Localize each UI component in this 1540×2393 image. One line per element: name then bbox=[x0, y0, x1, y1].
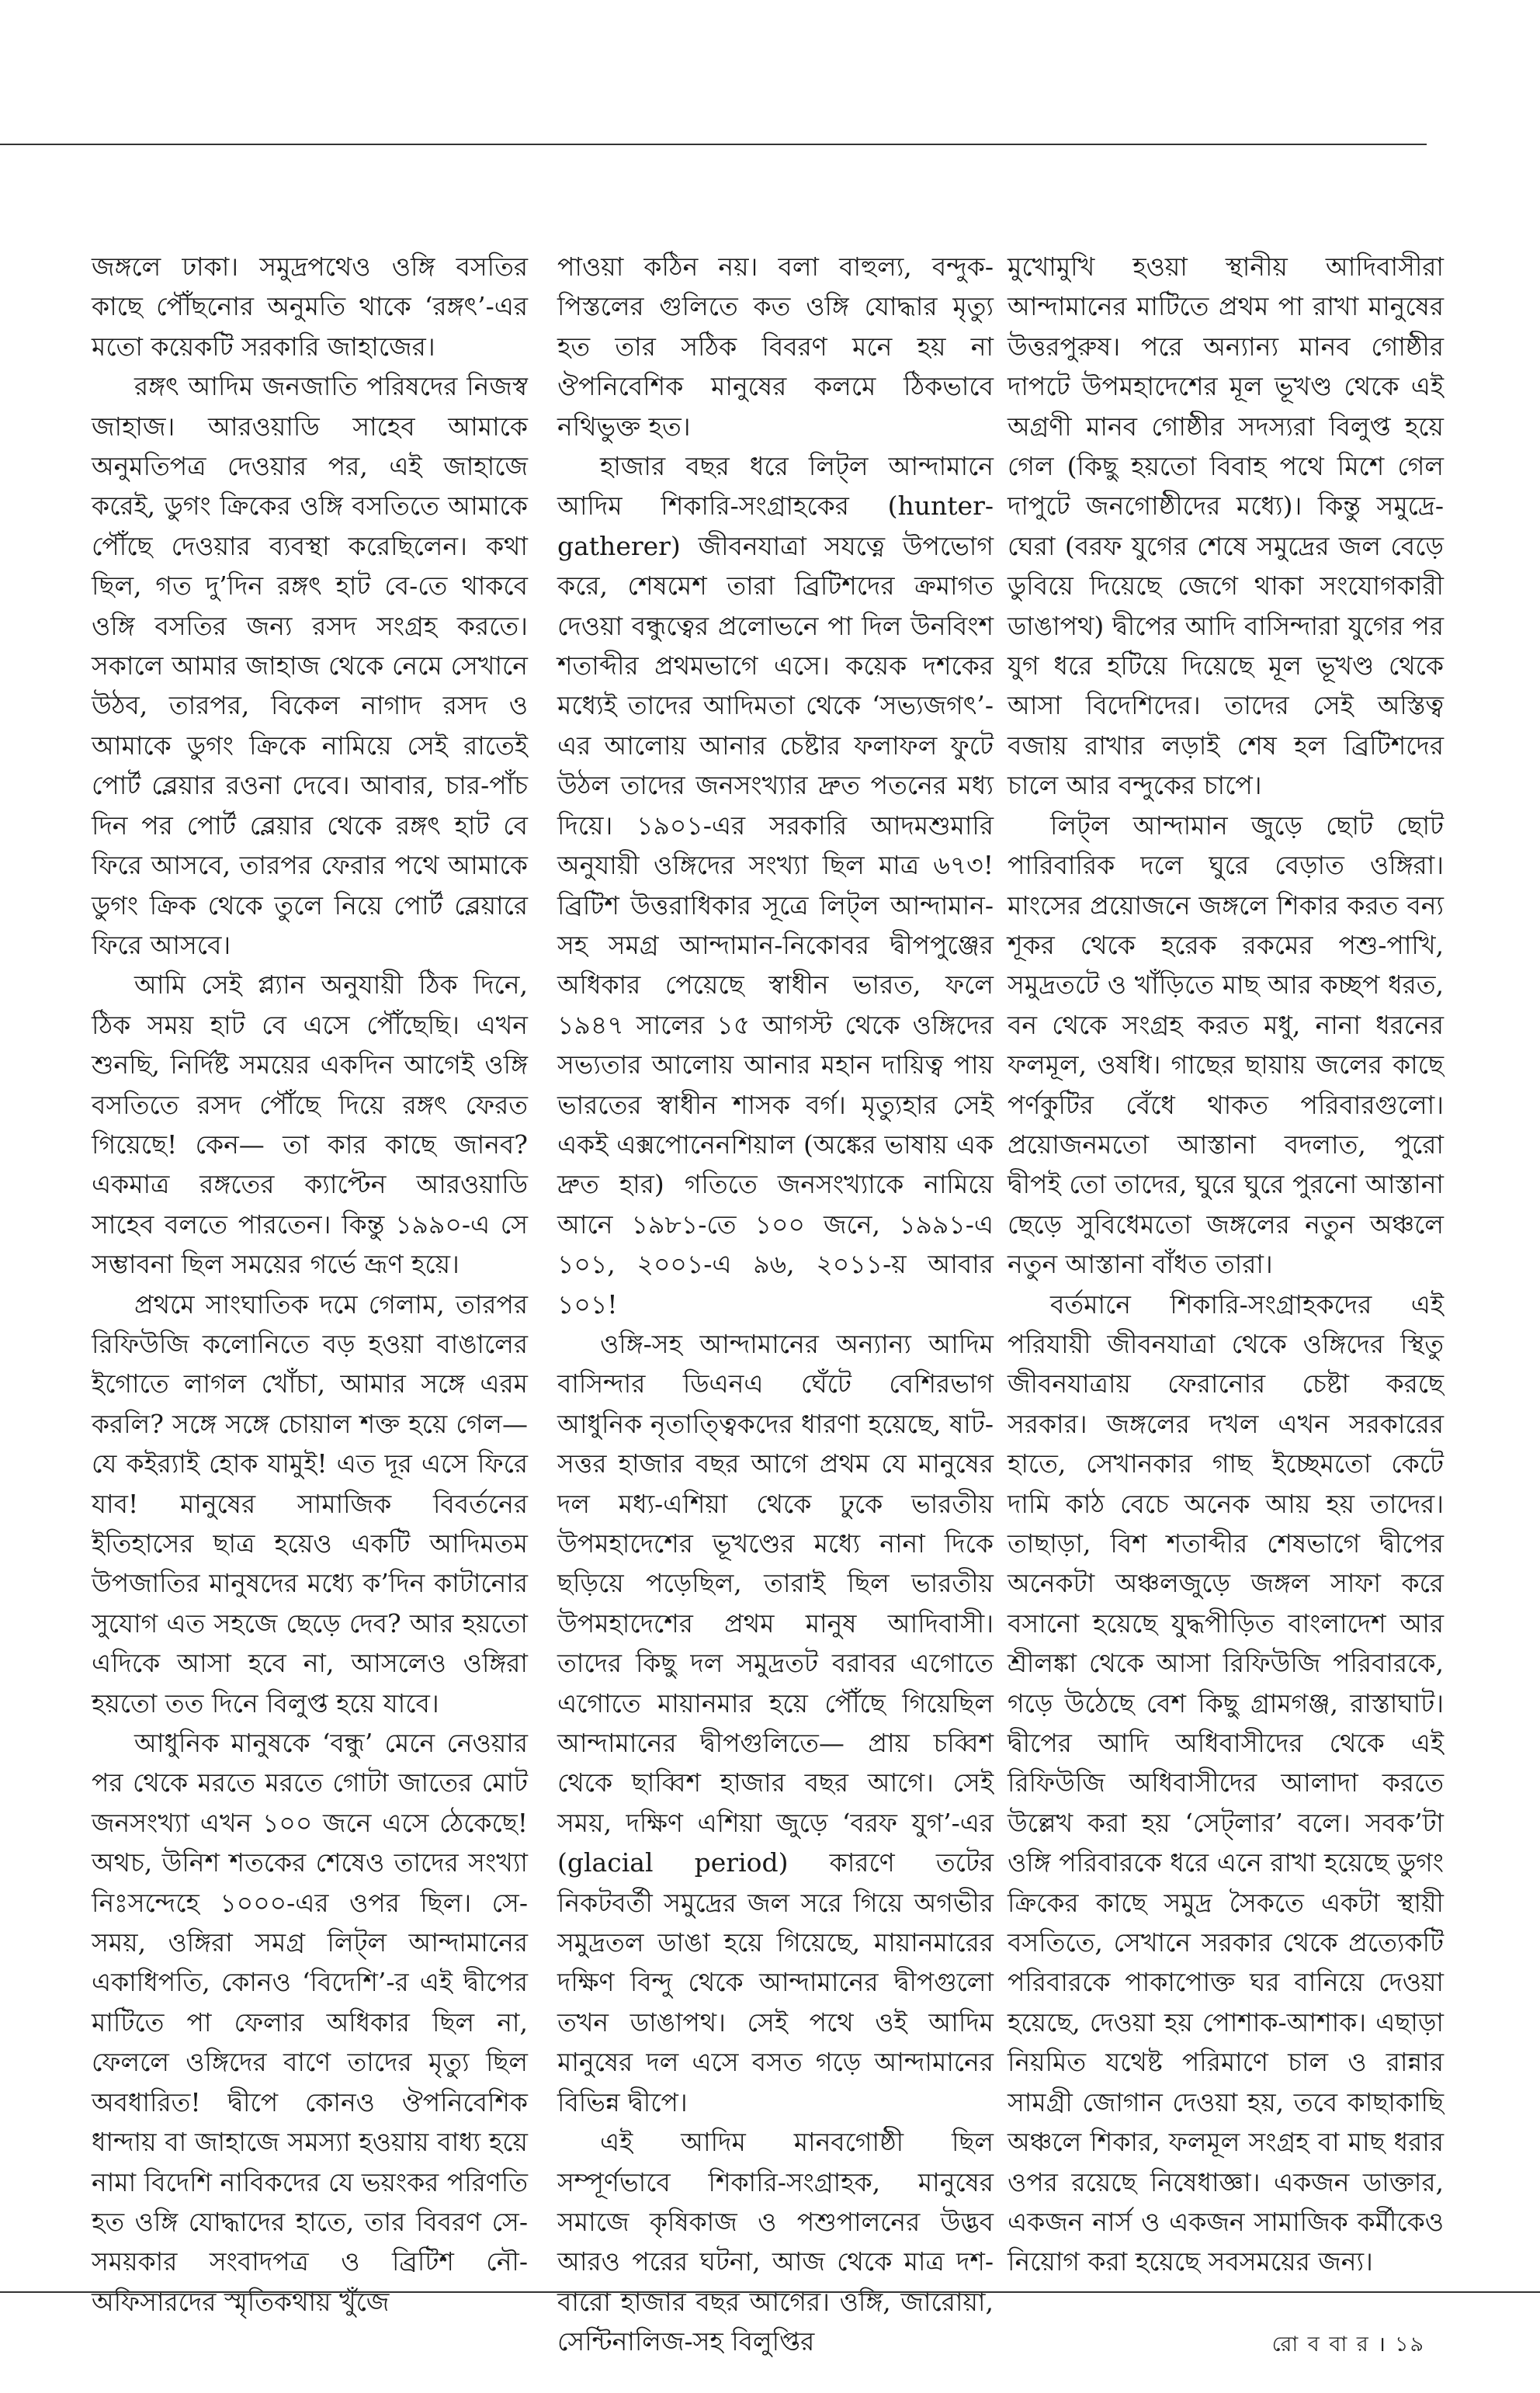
page-footer bbox=[1272, 2329, 1425, 2364]
paragraph: আধুনিক মানুষকে ‘বন্ধু’ মেনে নেওয়ার পর থেকে মরতে মরতে গোটা জাতের মোট জনসংখ্যা এখন ১০০ জনে এসে ঠেকেছে! অথচ, উনিশ শতকের শেষেও তাদের সংখ্যা নিঃসন্দেহে ১০০০-এর ওপর ছিল। সে-সময়, ওঙ্গিরা সমগ্র লিট্‌ল আন্দামানের একাধিপতি, কোনও ‘বিদেশি’-র এই দ্বীপের মাটিতে পা ফেলার অধিকার ছিল না, ফেললে ওঙ্গিদের বাণে তাদের মৃত্যু ছিল অবধারিত! দ্বীপে কোনও ঔপনিবেশিক ধান্দায় বা জাহাজে সমস্যা হওয়ায় বাধ্য হয়ে নামা বিদেশি নাবিকদের যে ভয়ংকর পরিণতি হত ওঙ্গি যোদ্ধাদের হাতে, তার বিবরণ সে-সময়কার সংবাদপত্র ও ব্রিটিশ নৌ-অফিসারদের স্মৃতিকথায় খুঁজে bbox=[92, 1728, 528, 2317]
page-number: ১৯ bbox=[1394, 2332, 1425, 2357]
paragraph: পাওয়া কঠিন নয়। বলা বাহুল্য, বন্দুক-পিস্তলের গুলিতে কত ওঙ্গি যোদ্ধার মৃত্যু হত তার সঠিক বিবরণ মনে হয় না ঔপনিবেশিক মানুষের কলমে ঠিকভাবে নথিভুক্ত হত। bbox=[557, 251, 994, 442]
paragraph: আমি সেই প্ল্যান অনুযায়ী ঠিক দিনে, ঠিক সময় হাট বে এসে পৌঁছেছি। এখন শুনছি, নির্দিষ্ট সময়ের একদিন আগেই ওঙ্গি বসতিতে রসদ পৌঁছে দিয়ে রঙ্গৎ ফেরত গিয়েছে! কেন— তা কার কাছে জানব? একমাত্র রঙ্গতের ক্যাপ্টেন আরওয়াডি সাহেব বলতে পারতেন। কিন্তু ১৯৯০-এ সে সম্ভাবনা ছিল সময়ের গর্ভে ভ্রূণ হয়ে। bbox=[92, 969, 528, 1280]
paragraph: রঙ্গৎ আদিম জনজাতি পরিষদের নিজস্ব জাহাজ। আরওয়াডি সাহেব আমাকে অনুমতিপত্র দেওয়ার পর, এই জাহাজে করেই, ডুগং ক্রিকের ওঙ্গি বসতিতে আমাকে পৌঁছে দেওয়ার ব্যবস্থা করেছিলেন। কথা ছিল, গত দু’দিন রঙ্গৎ হাট বে-তে থাকবে ওঙ্গি বসতির জন্য রসদ সংগ্রহ করতে। সকালে আমার জাহাজ থেকে নেমে সেখানে উঠব, তারপর, বিকেল নাগাদ রসদ ও আমাকে ডুগং ক্রিকে নামিয়ে সেই রাতেই পোর্ট ব্লেয়ার রওনা দেবে। আবার, চার-পাঁচ দিন পর পোর্ট ব্লেয়ার থেকে রঙ্গৎ হাট বে ফিরে আসবে, তারপর ফেরার পথে আমাকে ডুগং ক্রিক থেকে তুলে নিয়ে পোর্ট ব্লেয়ারে ফিরে আসবে। bbox=[92, 371, 528, 960]
text-column-3 bbox=[1008, 247, 1444, 2282]
footer-separator: । bbox=[1377, 2332, 1387, 2357]
paragraph: লিট্‌ল আন্দামান জুড়ে ছোট ছোট পারিবারিক দলে ঘুরে বেড়াত ওঙ্গিরা। মাংসের প্রয়োজনে জঙ্গলে শিকার করত বন্য শূকর থেকে হরেক রকমের পশু-পাখি, সমুদ্রতটে ও খাঁড়িতে মাছ আর কচ্ছপ ধরত, বন থেকে সংগ্রহ করত মধু, নানা ধরনের ফলমূল, ওষধি। গাছের ছায়ায় জলের কাছে পর্ণকুটির বেঁধে থাকত পরিবারগুলো। প্রয়োজনমতো আস্তানা বদলাত, পুরো দ্বীপই তো তাদের, ঘুরে ঘুরে পুরনো আস্তানা ছেড়ে সুবিধেমতো জঙ্গলের নতুন অঞ্চলে নতুন আস্তানা বাঁধত তারা। bbox=[1008, 810, 1444, 1280]
top-rule bbox=[0, 144, 1427, 145]
magazine-name: রো ব বা র bbox=[1271, 2332, 1370, 2357]
paragraph: মুখোমুখি হওয়া স্থানীয় আদিবাসীরা আন্দামানের মাটিতে প্রথম পা রাখা মানুষের উত্তরপুরুষ। পরে অন্যান্য মানব গোষ্ঠীর দাপটে উপমহাদেশের মূল ভূখণ্ড থেকে এই অগ্রণী মানব গোষ্ঠীর সদস্যরা বিলুপ্ত হয়ে গেল (কিছু হয়তো বিবাহ পথে মিশে গেল দাপুটে জনগোষ্ঠীদের মধ্যে)। কিন্তু সমুদ্রে-ঘেরা (বরফ যুগের শেষে সমুদ্রের জল বেড়ে ডুবিয়ে দিয়েছে জেগে থাকা সংযোগকারী ডাঙাপথ) দ্বীপের আদি বাসিন্দারা যুগের পর যুগ ধরে হটিয়ে দিয়েছে মূল ভূখণ্ড থেকে আসা বিদেশিদের। তাদের সেই অস্তিত্ব বজায় রাখার লড়াই শেষ হল ব্রিটিশদের চালে আর বন্দুকের চাপে। bbox=[1008, 251, 1444, 801]
paragraph: এই আদিম মানবগোষ্ঠী ছিল সম্পূর্ণভাবে শিকারি-সংগ্রাহক, মানুষের সমাজে কৃষিকাজ ও পশুপালনের উদ্ভব আরও পরের ঘটনা, আজ থেকে মাত্র দশ-বারো হাজার বছর আগের। ওঙ্গি, জারোয়া, সেন্টিনালিজ-সহ বিলুপ্তির bbox=[557, 2127, 994, 2357]
bottom-rule bbox=[0, 2291, 1540, 2293]
paragraph: বর্তমানে শিকারি-সংগ্রাহকদের এই পরিযায়ী জীবনযাত্রা থেকে ওঙ্গিদের স্থিতু জীবনযাত্রায় ফেরানোর চেষ্টা করছে সরকার। জঙ্গলের দখল এখন সরকারের হাতে, সেখানকার গাছ ইচ্ছেমতো কেটে দামি কাঠ বেচে অনেক আয় হয় তাদের। তাছাড়া, বিশ শতাব্দীর শেষভাগে দ্বীপের অনেকটা অঞ্চলজুড়ে জঙ্গল সাফা করে বসানো হয়েছে যুদ্ধপীড়িত বাংলাদেশ আর শ্রীলঙ্কা থেকে আসা রিফিউজি পরিবারকে, গড়ে উঠেছে বেশ কিছু গ্রামগঞ্জ, রাস্তাঘাট। দ্বীপের আদি অধিবাসীদের থেকে এই রিফিউজি অধিবাসীদের আলাদা করতে উল্লেখ করা হয় ‘সেট্‌লার’ বলে। সবক’টা ওঙ্গি পরিবারকে ধরে এনে রাখা হয়েছে ডুগং ক্রিকের কাছে সমুদ্র সৈকতে একটা স্থায়ী বসতিতে, সেখানে সরকার থেকে প্রত্যেকটি পরিবারকে পাকাপোক্ত ঘর বানিয়ে দেওয়া হয়েছে, দেওয়া হয় পোশাক-আশাক। এছাড়া নিয়মিত যথেষ্ট পরিমাণে চাল ও রান্নার সামগ্রী জোগান দেওয়া হয়, তবে কাছাকাছি অঞ্চলে শিকার, ফলমূল সংগ্রহ বা মাছ ধরার ওপর রয়েছে নিষেধাজ্ঞা। একজন ডাক্তার, একজন নার্স ও একজন সামাজিক কর্মীকেও নিয়োগ করা হয়েছে সবসময়ের জন্য। bbox=[1008, 1288, 1444, 2277]
text-column-2 bbox=[557, 247, 994, 2362]
paragraph: জঙ্গলে ঢাকা। সমুদ্রপথেও ওঙ্গি বসতির কাছে পৌঁছনোর অনুমতি থাকে ‘রঙ্গৎ’-এর মতো কয়েকটি সরকারি জাহাজের। bbox=[92, 251, 528, 362]
paragraph: প্রথমে সাংঘাতিক দমে গেলাম, তারপর রিফিউজি কলোনিতে বড় হওয়া বাঙালের ইগোতে লাগল খোঁচা, আমার সঙ্গে এরম করলি? সঙ্গে সঙ্গে চোয়াল শক্ত হয়ে গেল— যে কইর‍্যাই হোক যামুই! এত দূর এসে ফিরে যাব! মানুষের সামাজিক বিবর্তনের ইতিহাসের ছাত্র হয়েও একটি আদিমতম উপজাতির মানুষদের মধ্যে ক’দিন কাটানোর সুযোগ এত সহজে ছেড়ে দেব? আর হয়তো এদিকে আসা হবে না, আসলেও ওঙ্গিরা হয়তো তত দিনে বিলুপ্ত হয়ে যাবে। bbox=[92, 1288, 528, 1718]
paragraph: ওঙ্গি-সহ আন্দামানের অন্যান্য আদিম বাসিন্দার ডিএনএ ঘেঁটে বেশিরভাগ আধুনিক নৃতাত্ত্বিকদের ধারণা হয়েছে, ষাট-সত্তর হাজার বছর আগে প্রথম যে মানুষের দল মধ্য-এশিয়া থেকে ঢুকে ভারতীয় উপমহাদেশের ভূখণ্ডের মধ্যে নানা দিকে ছড়িয়ে পড়েছিল, তারাই ছিল ভারতীয় উপমহাদেশের প্রথম মানুষ আদিবাসী। তাদের কিছু দল সমুদ্রতট বরাবর এগোতে এগোতে মায়ানমার হয়ে পৌঁছে গিয়েছিল আন্দামানের দ্বীপগুলিতে— প্রায় চব্বিশ থেকে ছাব্বিশ হাজার বছর আগে। সেই সময়, দক্ষিণ এশিয়া জুড়ে ‘বরফ যুগ’-এর (glacial period) কারণে তটের নিকটবর্তী সমুদ্রের জল সরে গিয়ে অগভীর সমুদ্রতল ডাঙা হয়ে গিয়েছে, মায়ানমারের দক্ষিণ বিন্দু থেকে আন্দামানের দ্বীপগুলো তখন ডাঙাপথ। সেই পথে ওই আদিম মানুষের দল এসে বসত গড়ে আন্দামানের বিভিন্ন দ্বীপে। bbox=[557, 1328, 994, 2117]
text-column-1 bbox=[92, 247, 528, 2322]
paragraph: হাজার বছর ধরে লিট্‌ল আন্দামানে আদিম শিকারি-সংগ্রাহকের (hunter-gatherer) জীবনযাত্রা সযত্নে উপভোগ করে, শেষমেশ তারা ব্রিটিশদের ক্রমাগত দেওয়া বন্ধুত্বের প্রলোভনে পা দিল উনবিংশ শতাব্দীর প্রথমভাগে এসে। কয়েক দশকের মধ্যেই তাদের আদিমতা থেকে ‘সভ্যজগৎ’-এর আলোয় আনার চেষ্টার ফলাফল ফুটে উঠল তাদের জনসংখ্যার দ্রুত পতনের মধ্য দিয়ে। ১৯০১-এর সরকারি আদমশুমারি অনুযায়ী ওঙ্গিদের সংখ্যা ছিল মাত্র ৬৭৩! ব্রিটিশ উত্তরাধিকার সূত্রে লিট্‌ল আন্দামান-সহ সমগ্র আন্দামান-নিকোবর দ্বীপপুঞ্জের অধিকার পেয়েছে স্বাধীন ভারত, ফলে ১৯৪৭ সালের ১৫ আগস্ট থেকে ওঙ্গিদের সভ্যতার আলোয় আনার মহান দায়িত্ব পায় ভারতের স্বাধীন শাসক বর্গ। মৃত্যুহার সেই একই এক্সপোনেনশিয়াল (অঙ্কের ভাষায় এক দ্রুত হার) গতিতে জনসংখ্যাকে নামিয়ে আনে ১৯৮১-তে ১০০ জনে, ১৯৯১-এ ১০১, ২০০১-এ ৯৬, ২০১১-য় আবার ১০১! bbox=[557, 451, 994, 1320]
